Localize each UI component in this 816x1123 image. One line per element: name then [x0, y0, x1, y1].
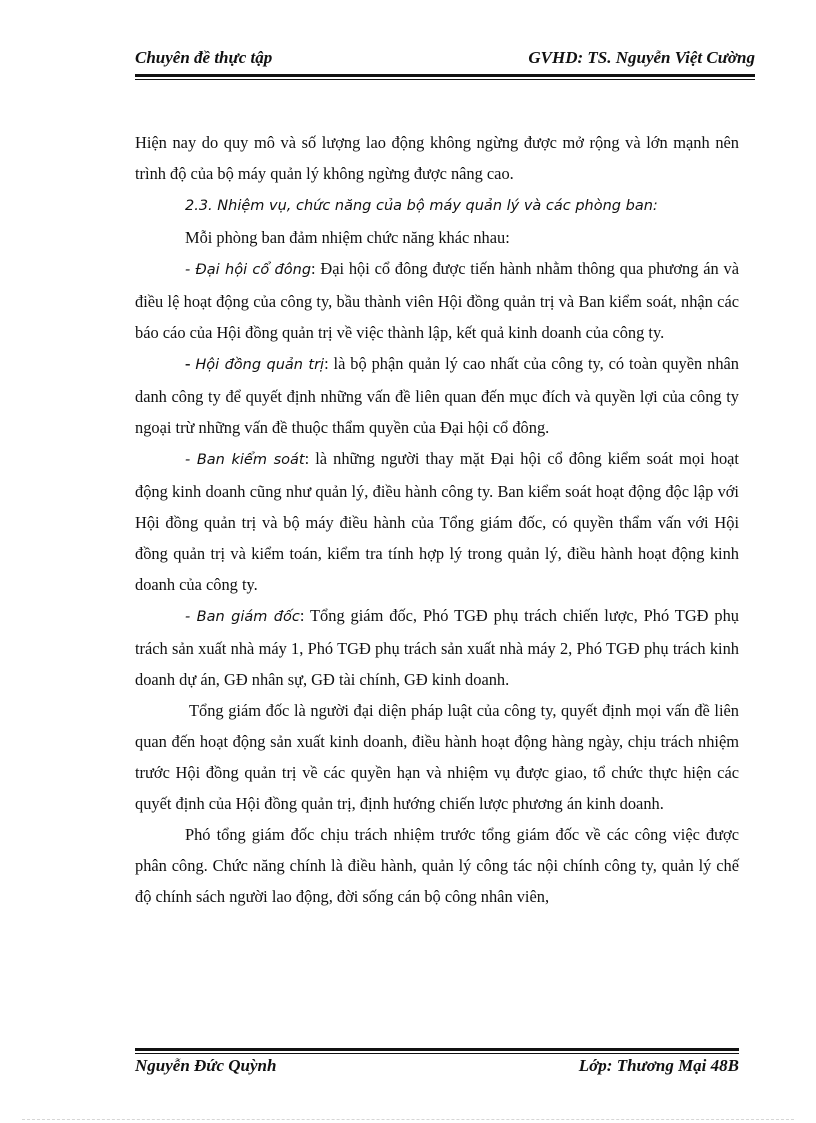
paragraph-departments-intro: Mỗi phòng ban đảm nhiệm chức năng khác nhau:: [185, 228, 510, 247]
list-item-supervisory: - Ban kiểm soát: là những người thay mặt Đại hội cổ đông kiểm soát mọi hoạt động kinh doanh cũng như quản lý, điều hành công ty. Ban kiểm soát hoạt động độc lập với Hội đồng quản trị và bộ máy điều hành của Tổng giám đốc, có quyền thẩm vấn với Hội đồng quản trị và kiểm toán, kiểm tra tính hợp lý trong quản lý, điều hành hoạt động kinh doanh của công ty.: [135, 449, 739, 594]
term-board: Hội đồng quản trị: [195, 357, 325, 373]
header-divider: [135, 74, 755, 80]
footer-class: Lớp: Thương Mại 48B: [578, 1056, 739, 1075]
page-footer: [135, 1056, 739, 1080]
list-item-shareholders: - Đại hội cổ đông: Đại hội cổ đông được tiến hành nhằm thông qua phương án và điều lệ hoạt động của công ty, bầu thành viên Hội đồng quản trị và Ban kiểm soát, nhận các báo cáo của Hội đồng quản trị về việc thành lập, kết quả kinh doanh của công ty.: [135, 259, 739, 342]
page-edge-marker: [22, 1119, 794, 1120]
list-item-board: - Hội đồng quản trị: là bộ phận quản lý cao nhất của công ty, có toàn quyền nhân danh công ty để quyết định những vấn đề liên quan đến mục đích và quyền lợi của công ty ngoại trừ những vấn đề thuộc thẩm quyền của Đại hội cổ đông.: [135, 354, 739, 437]
list-item-directors: - Ban giám đốc: Tổng giám đốc, Phó TGĐ phụ trách chiến lược, Phó TGĐ phụ trách sản xuất nhà máy 1, Phó TGĐ phụ trách sản xuất nhà máy 2, Phó TGĐ phụ trách kinh doanh dự án, GĐ nhân sự, GĐ tài chính, GĐ kinh doanh.: [135, 606, 740, 689]
paragraph-intro: Hiện nay do quy mô và số lượng lao động không ngừng được mở rộng và lớn mạnh nên trình độ của bộ máy quản lý không ngừng được nâng cao.: [135, 133, 739, 183]
header-document-title: Chuyên đề thực tập: [135, 48, 273, 67]
footer-divider: [135, 1048, 739, 1054]
paragraph-ceo: Tổng giám đốc là người đại diện pháp luật của công ty, quyết định mọi vấn đề liên quan đến hoạt động sản xuất kinh doanh, điều hành hoạt động hàng ngày, chịu trách nhiệm trước Hội đồng quản trị về các quyền hạn và nhiệm vụ được giao, tổ chức thực hiện các quyết định của Hội đồng quản trị, định hướng chiến lược phương án kinh doanh.: [135, 701, 739, 813]
footer-author: Nguyễn Đức Quỳnh: [135, 1056, 277, 1075]
term-shareholders: - Đại hội cổ đông: [185, 262, 312, 278]
document-body: [135, 127, 739, 912]
section-heading: 2.3. Nhiệm vụ, chức năng của bộ máy quản lý và các phòng ban:: [185, 198, 658, 214]
term-supervisory: - Ban kiểm soát: [185, 452, 305, 468]
header-supervisor: GVHD: TS. Nguyễn Việt Cường: [528, 48, 755, 67]
paragraph-deputy: Phó tổng giám đốc chịu trách nhiệm trước tổng giám đốc về các công việc được phân công. Chức năng chính là điều hành, quản lý công tác nội chính công ty, quản lý chế độ chính sách người lao động, đời sống cán bộ công nhân viên,: [135, 825, 739, 906]
term-directors: - Ban giám đốc: [185, 609, 300, 625]
page-header: [135, 46, 755, 74]
